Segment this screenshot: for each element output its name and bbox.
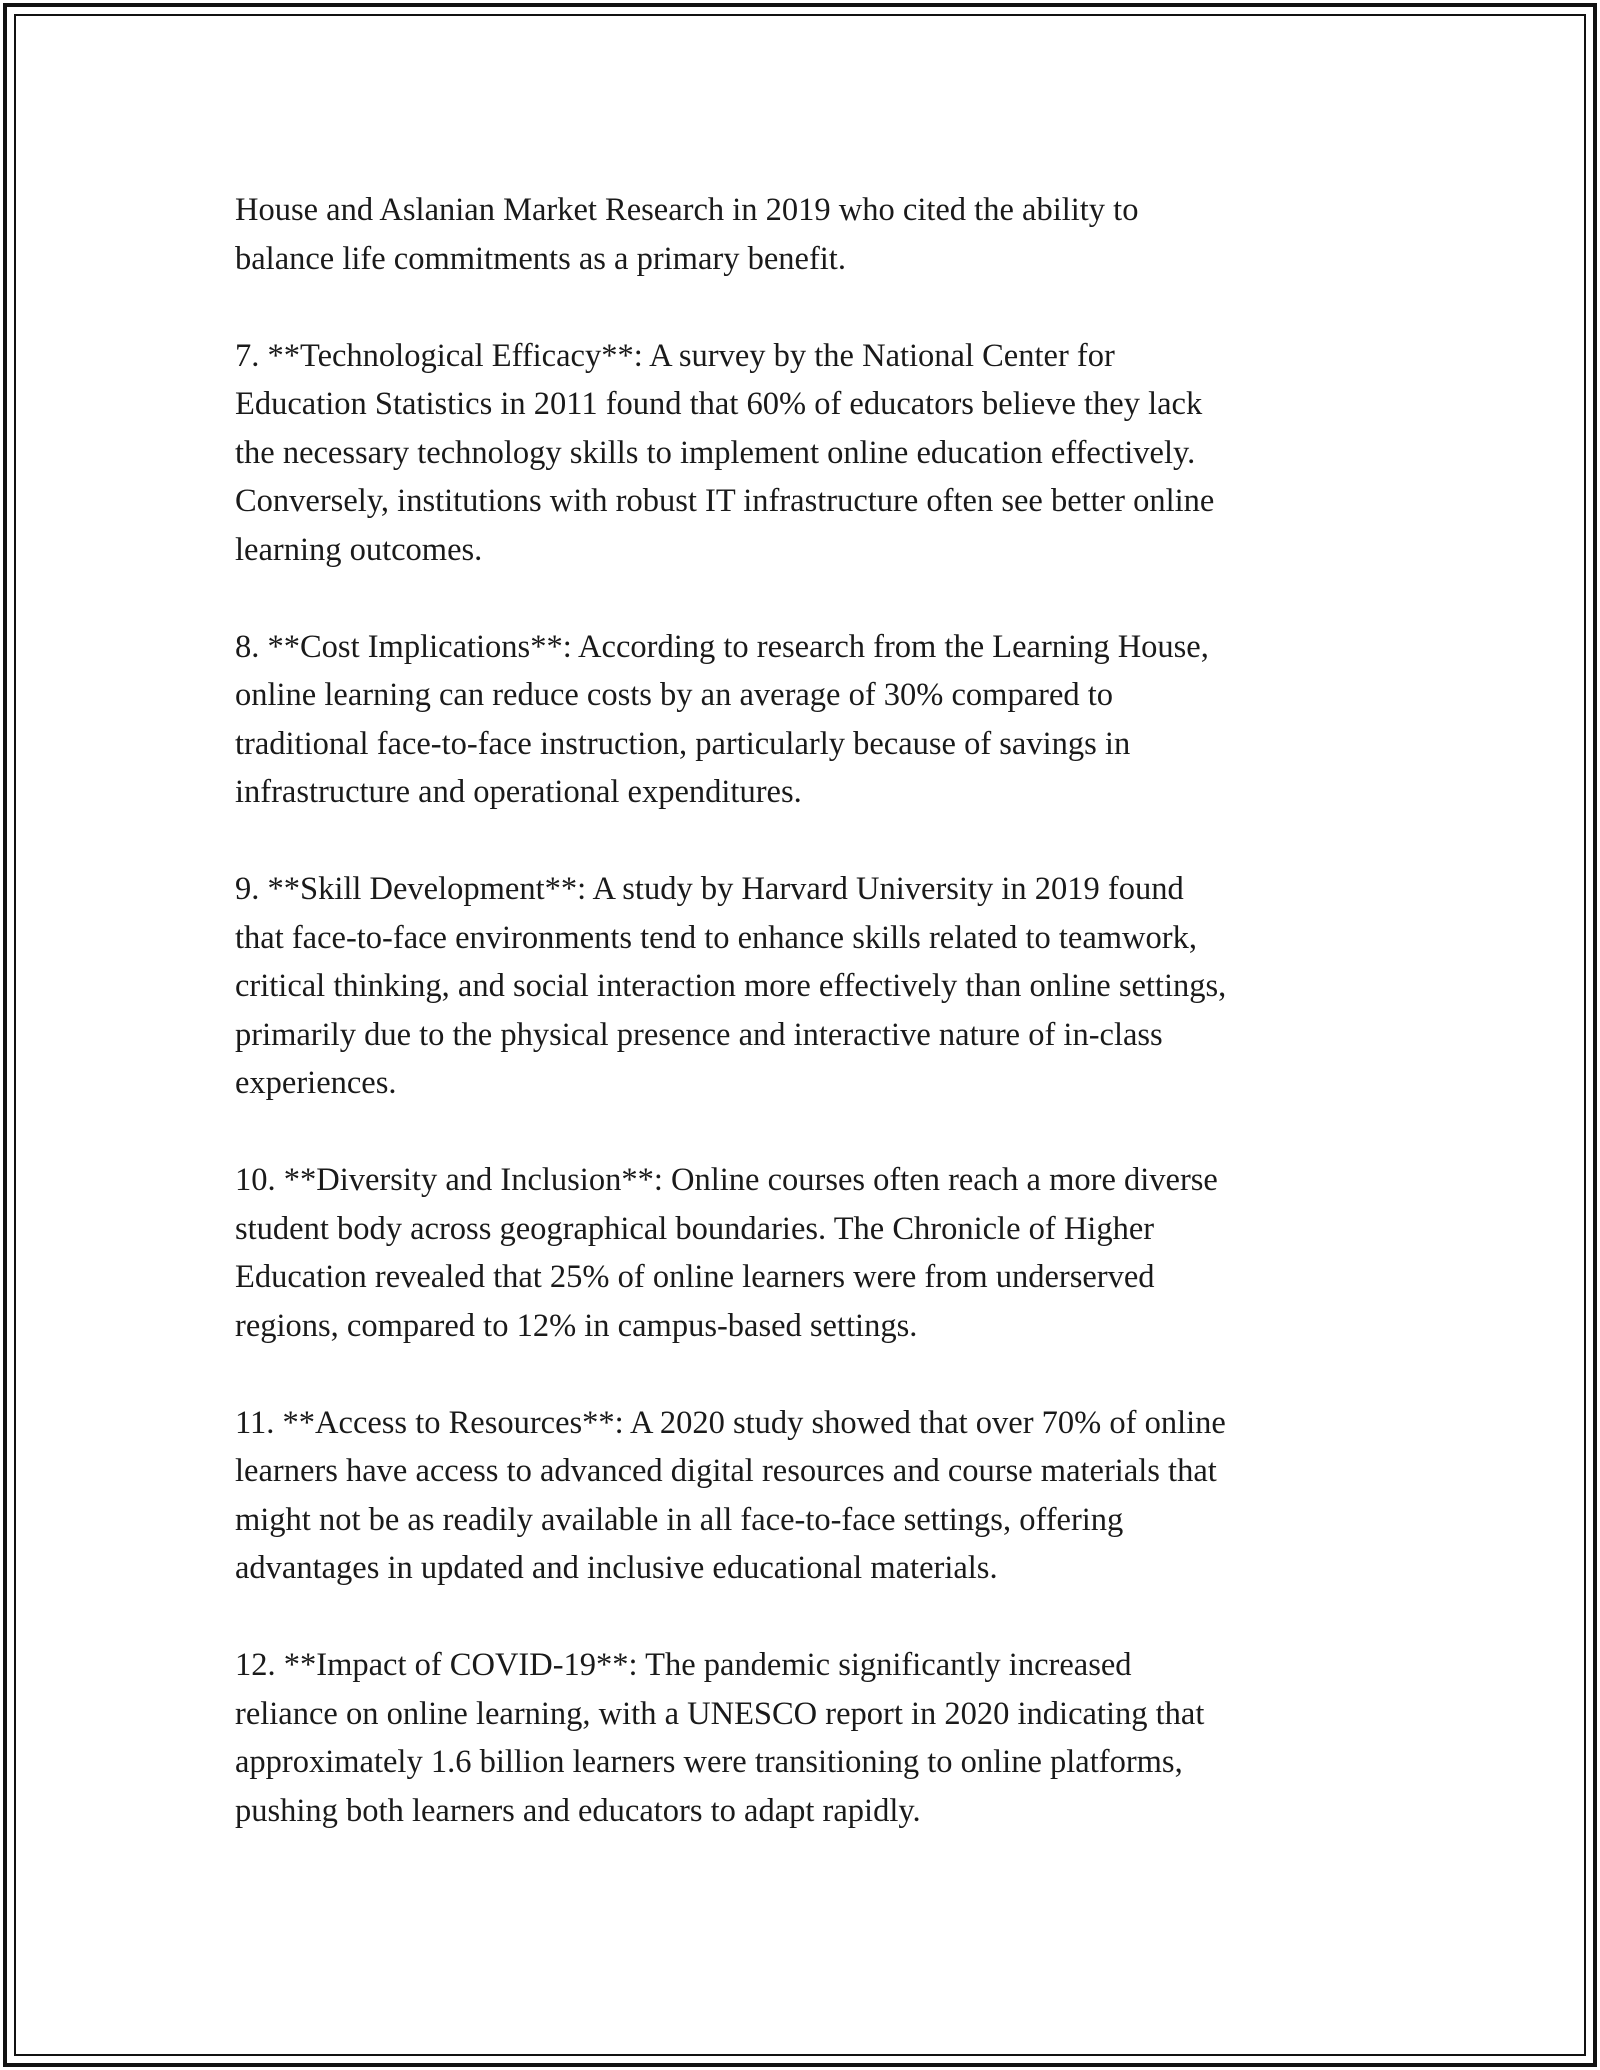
paragraph-diversity-inclusion: 10. **Diversity and Inclusion**: Online courses often reach a more diverse student body across geographical boundaries. The Chronicle of Higher Education revealed that 25% of online learners were from underserved regions, compared to 12% in campus-based settings. xyxy=(235,1162,1218,1344)
paragraph-skill-development: 9. **Skill Development**: A study by Harvard University in 2019 found that face-to-face environments tend to enhance skills related to teamwork, critical thinking, and social interaction more effectively than online settings, primarily due to the physical presence and interactive nature of in-class experiences. xyxy=(235,871,1227,1101)
paragraph-impact-covid: 12. **Impact of COVID-19**: The pandemic significantly increased reliance on online learning, with a UNESCO report in 2020 indicating that approximately 1.6 billion learners were transitioning to online platforms, pushing both learners and educators to adapt rapidly. xyxy=(235,1647,1205,1829)
paragraph-continuation: House and Aslanian Market Research in 2019 who cited the ability to balance life commitments as a primary benefit. xyxy=(235,192,1139,277)
paragraph-cost-implications: 8. **Cost Implications**: According to research from the Learning House, online learning can reduce costs by an average of 30% compared to traditional face-to-face instruction, particularly because of savings in infrastructure and operational expenditures. xyxy=(235,628,1209,810)
paragraph-technological-efficacy: 7. **Technological Efficacy**: A survey by the National Center for Education Statistics in 2011 found that 60% of educators believe they lack the necessary technology skills to implement online education effectively. Conversely, institutions with robust IT infrastructure often see better online learning outcomes. xyxy=(235,337,1215,568)
paragraph-access-to-resources: 11. **Access to Resources**: A 2020 study showed that over 70% of online learners have access to advanced digital resources and course materials that might not be as readily available in all face-to-face settings, offering advantages in updated and inclusive educational materials. xyxy=(235,1404,1226,1586)
document-body xyxy=(235,186,1395,1884)
